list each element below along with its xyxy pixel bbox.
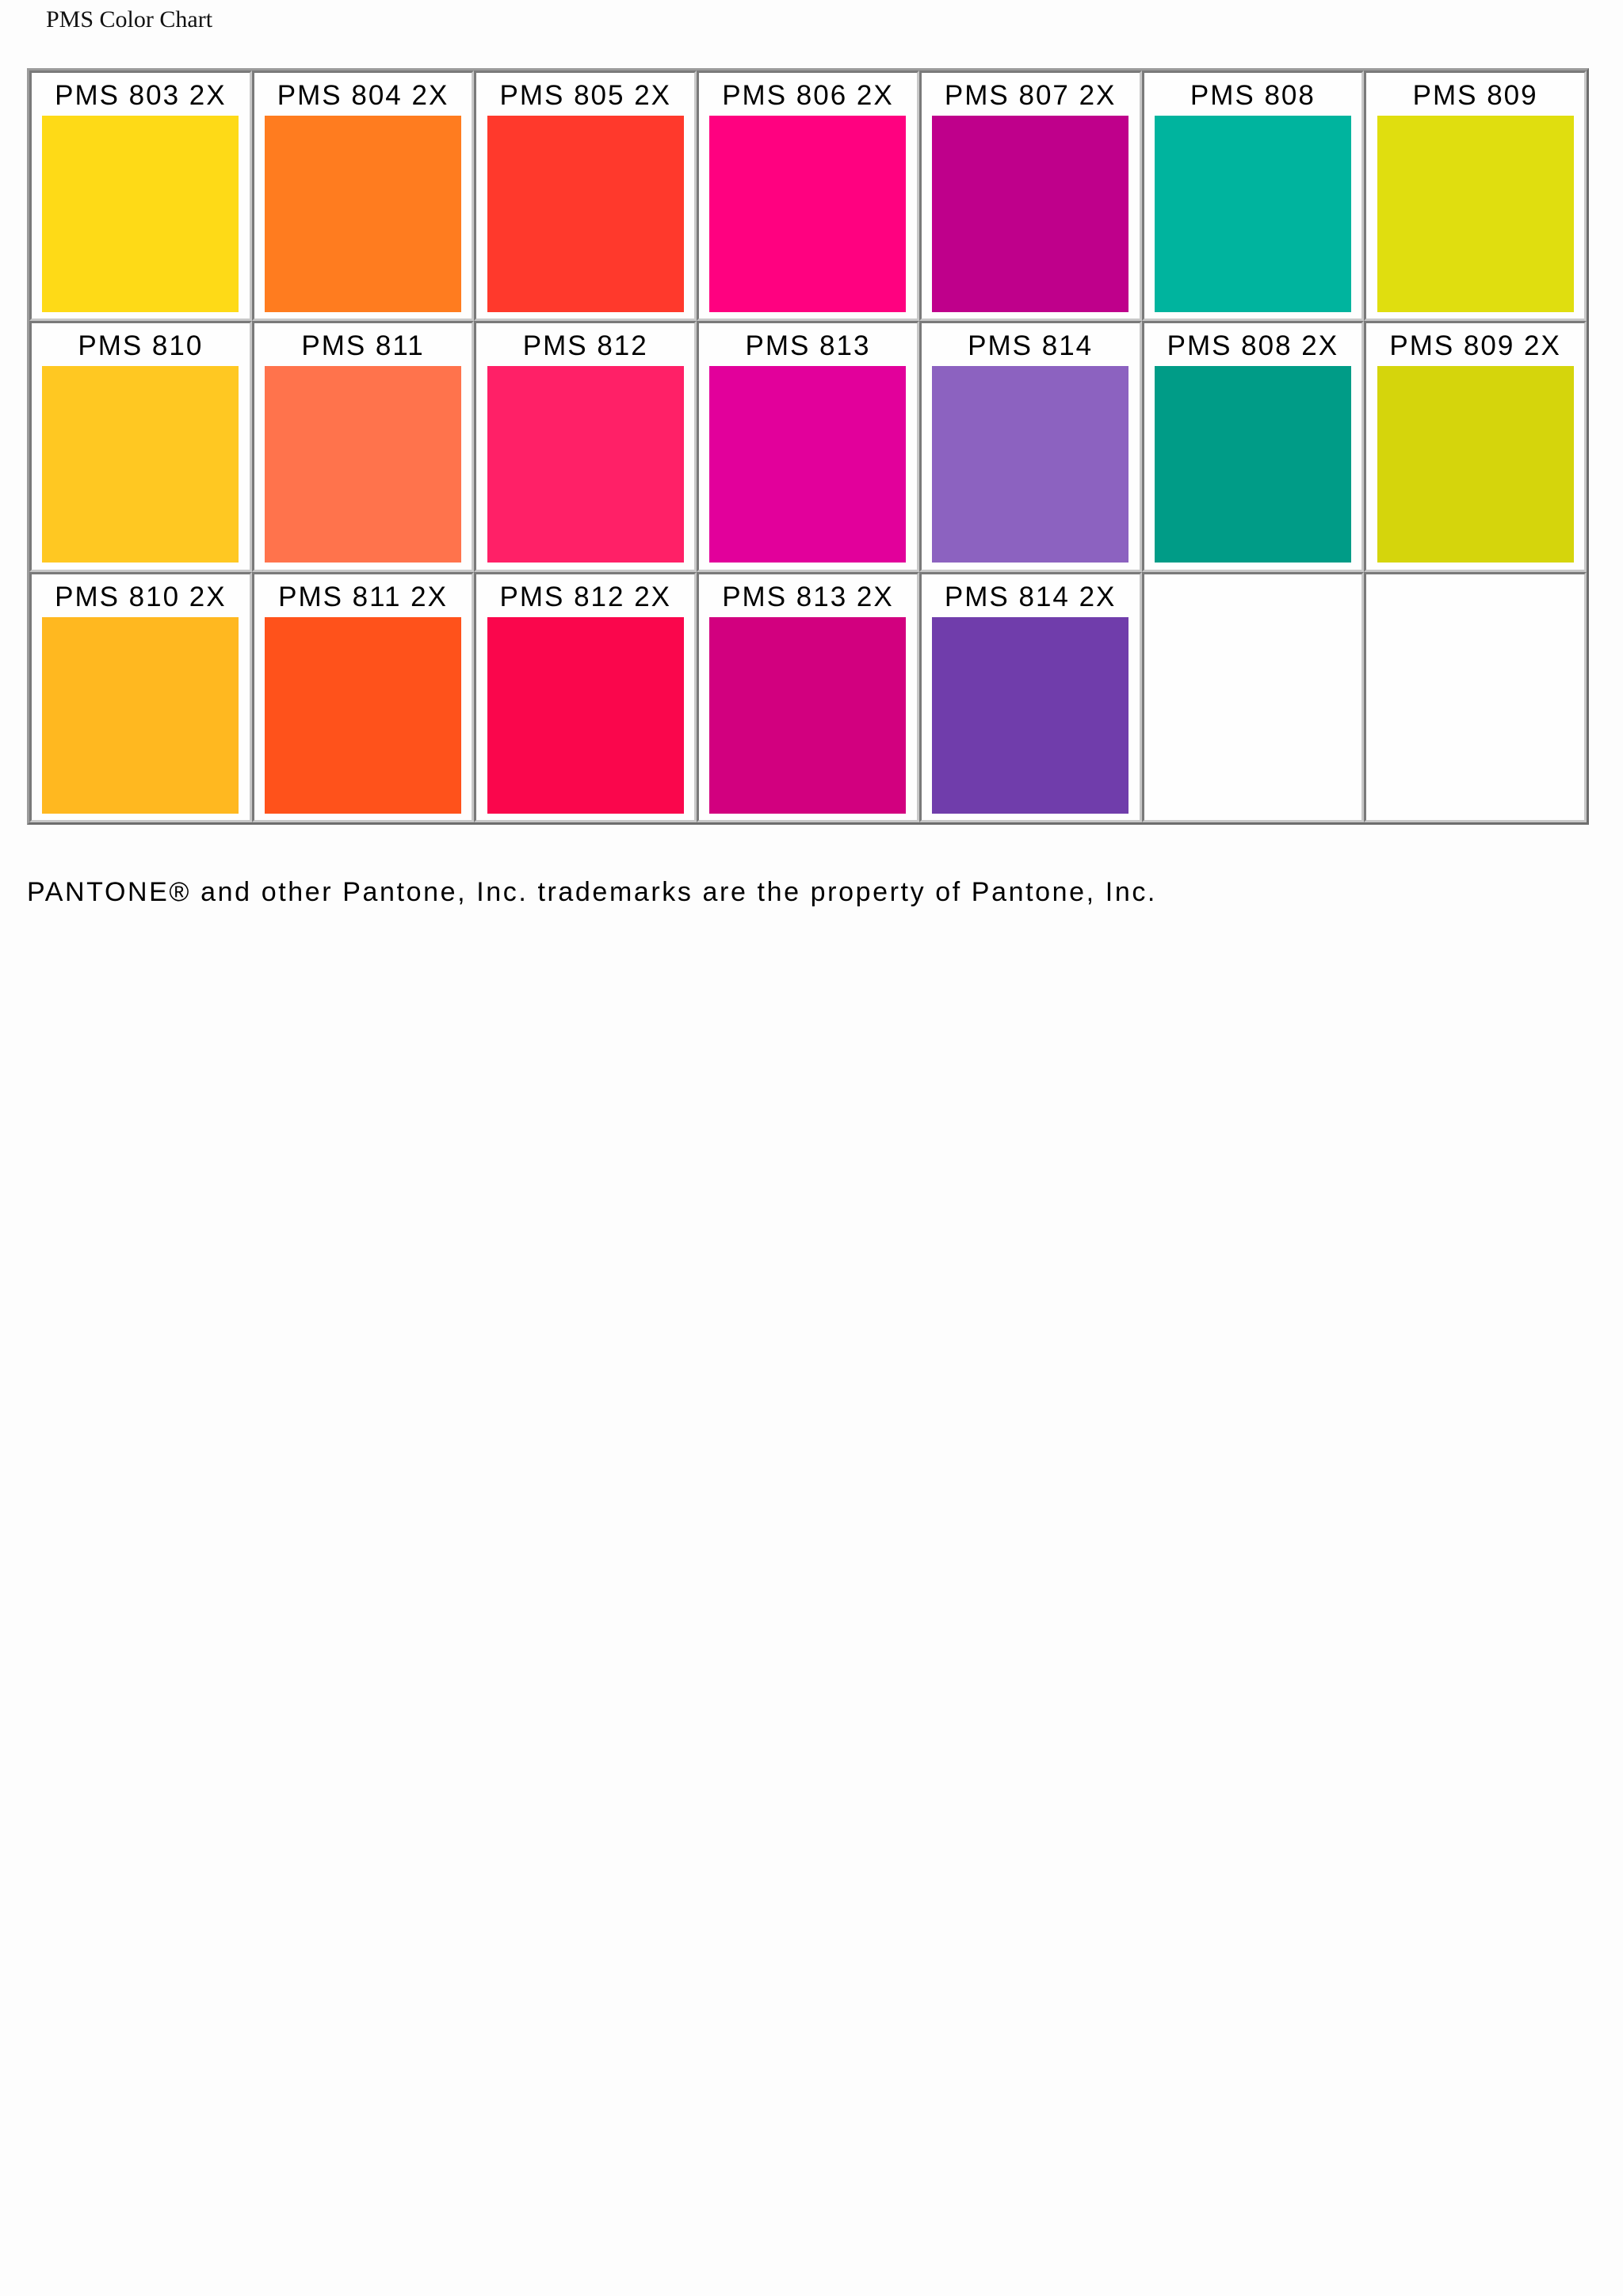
swatch-label: PMS 806 2X — [722, 80, 894, 111]
swatch-label: PMS 812 — [522, 330, 648, 362]
color-swatch — [932, 366, 1128, 563]
swatch-label: PMS 804 2X — [277, 80, 449, 111]
swatch-cell — [919, 71, 1142, 321]
swatch-cell — [919, 572, 1142, 822]
empty-cell — [1364, 572, 1587, 822]
swatch-cell — [474, 71, 697, 321]
color-swatch — [709, 116, 906, 312]
swatch-cell — [1142, 71, 1365, 321]
color-swatch — [487, 617, 684, 814]
swatch-cell — [474, 321, 697, 571]
swatch-label: PMS 808 — [1190, 80, 1316, 111]
color-swatch — [42, 116, 239, 312]
color-swatch — [1155, 366, 1351, 563]
swatch-cell — [1364, 71, 1587, 321]
swatch-cell — [252, 572, 475, 822]
swatch-cell — [697, 321, 919, 571]
color-swatch — [265, 116, 461, 312]
swatch-row — [29, 572, 1587, 822]
swatch-label: PMS 810 2X — [55, 581, 227, 612]
color-swatch — [1377, 366, 1574, 563]
swatch-label: PMS 809 2X — [1389, 330, 1561, 362]
color-swatch — [709, 366, 906, 563]
color-swatch — [1377, 116, 1574, 312]
color-swatch — [932, 617, 1128, 814]
swatch-cell — [29, 572, 252, 822]
swatch-label: PMS 810 — [78, 330, 204, 362]
swatch-label: PMS 813 2X — [722, 581, 894, 612]
swatch-cell — [252, 71, 475, 321]
swatch-label: PMS 811 2X — [278, 581, 448, 612]
page-title: PMS Color Chart — [46, 6, 213, 32]
swatch-label: PMS 813 — [745, 330, 871, 362]
color-swatch — [487, 366, 684, 563]
swatch-label: PMS 809 — [1412, 80, 1538, 111]
swatch-label: PMS 807 2X — [944, 80, 1117, 111]
swatch-row — [29, 321, 1587, 571]
swatch-cell — [919, 321, 1142, 571]
swatch-cell — [697, 572, 919, 822]
swatch-label: PMS 814 — [968, 330, 1094, 362]
swatch-row — [29, 71, 1587, 321]
swatch-label: PMS 814 2X — [944, 581, 1117, 612]
color-swatch — [42, 366, 239, 563]
swatch-label: PMS 811 — [301, 330, 425, 362]
swatch-cell — [29, 321, 252, 571]
trademark-notice: PANTONE® and other Pantone, Inc. trademarks are the property of Pantone, Inc. — [27, 877, 1157, 907]
color-swatch — [932, 116, 1128, 312]
swatch-cell — [29, 71, 252, 321]
swatch-label: PMS 812 2X — [499, 581, 671, 612]
swatch-label: PMS 808 2X — [1167, 330, 1339, 362]
swatch-label: PMS 805 2X — [499, 80, 671, 111]
color-swatch — [709, 617, 906, 814]
color-swatch-table — [27, 68, 1589, 825]
swatch-cell — [697, 71, 919, 321]
swatch-cell — [252, 321, 475, 571]
color-swatch — [265, 366, 461, 563]
color-swatch — [42, 617, 239, 814]
color-swatch — [265, 617, 461, 814]
swatch-cell — [1364, 321, 1587, 571]
empty-cell — [1142, 572, 1365, 822]
color-swatch — [487, 116, 684, 312]
swatch-cell — [1142, 321, 1365, 571]
swatch-cell — [474, 572, 697, 822]
color-swatch — [1155, 116, 1351, 312]
swatch-label: PMS 803 2X — [55, 80, 227, 111]
